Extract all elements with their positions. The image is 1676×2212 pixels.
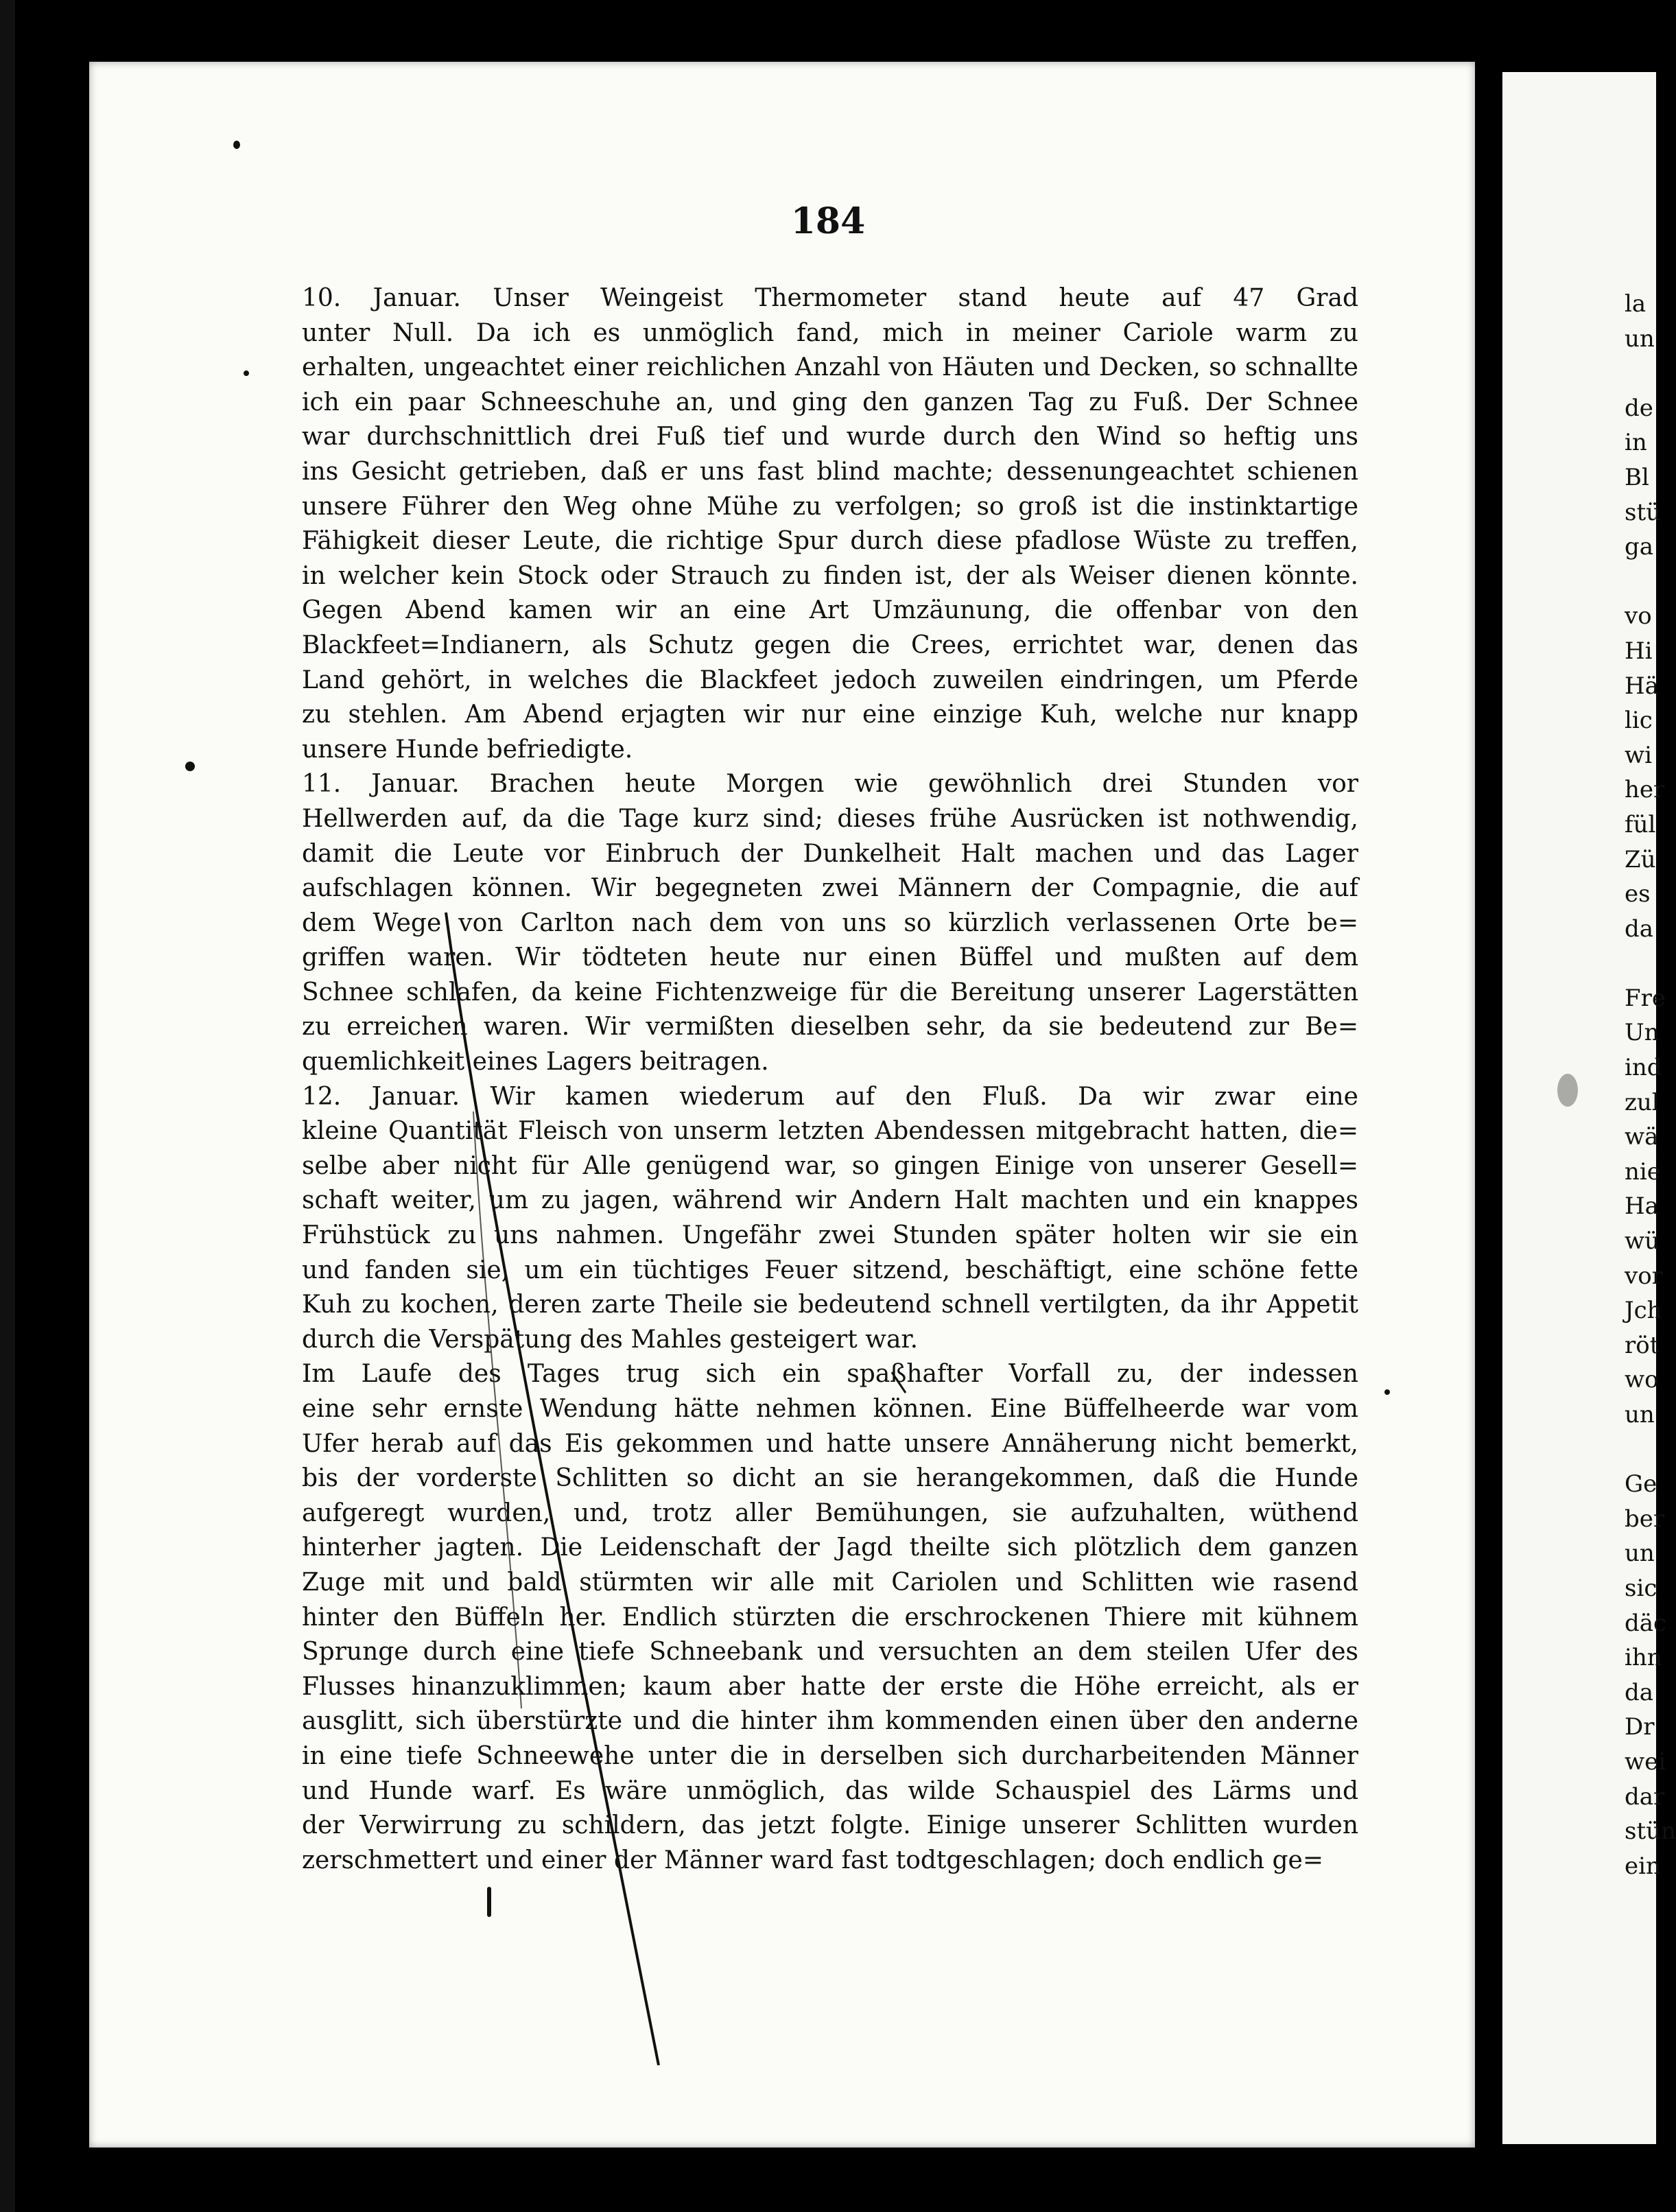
text-line: aufschlagen können. Wir begegneten zwei Männern der Compagnie, die auf <box>302 874 1358 903</box>
fragment-line: Un <box>1625 1019 1660 1047</box>
text-line: Sprunge durch eine tiefe Schneebank und versuchten an dem steilen Ufer des <box>302 1638 1358 1667</box>
ink-speck <box>1384 1389 1390 1395</box>
fragment-line: zul <box>1625 1088 1660 1116</box>
text-line: Kuh zu kochen, deren zarte Theile sie bedeutend schnell vertilgten, da ihr Appetit <box>302 1291 1358 1319</box>
fragment-line: dar <box>1625 1782 1665 1811</box>
fragment-line: Zü <box>1625 845 1656 873</box>
fragment-line: fül <box>1625 810 1656 838</box>
text-line: Zuge mit und bald stürmten wir alle mit Cariolen und Schlitten wie rasend <box>302 1568 1358 1597</box>
ink-speck <box>244 370 249 376</box>
text-line: Im Laufe des Tages trug sich ein spaßhafter Vorfall zu, der indessen <box>302 1360 1358 1389</box>
ink-speck <box>185 762 195 771</box>
fragment-line: es <box>1625 880 1651 908</box>
fragment-line: ihn <box>1625 1644 1662 1672</box>
page-number: 184 <box>790 200 866 242</box>
fragment-line: un <box>1625 1401 1655 1428</box>
fragment-line: wei <box>1625 1748 1666 1776</box>
fragment-line: in <box>1625 429 1647 457</box>
fragment-line: Jch <box>1625 1297 1662 1325</box>
text-line: zu stehlen. Am Abend erjagten wir nur eine einzige Kuh, welche nur knapp <box>302 701 1358 729</box>
text-line: Ufer herab auf das Eis gekommen und hatte unsere Annäherung nicht bemerkt, <box>302 1429 1358 1458</box>
text-line: war durchschnittlich drei Fuß tief und wurde durch den Wind so heftig uns <box>302 423 1358 451</box>
fragment-line: Hä <box>1625 672 1659 700</box>
fragment-line: Hi <box>1625 637 1653 665</box>
text-line: unsere Hunde befriedigte. <box>302 735 633 764</box>
text-line: 11. Januar. Brachen heute Morgen wie gewöhnlich drei Stunden vor <box>302 770 1358 799</box>
text-line: erhalten, ungeachtet einer reichlichen Anzahl von Häuten und Decken, so schnallte <box>302 353 1358 382</box>
fragment-line: nie <box>1625 1157 1661 1186</box>
text-line: eine sehr ernste Wendung hätte nehmen können. Eine Büffelheerde war vom <box>302 1395 1358 1423</box>
fragment-line: sic <box>1625 1574 1657 1602</box>
fragment-line: Ha <box>1625 1192 1659 1221</box>
fragment-line: de <box>1625 394 1653 422</box>
text-line: Land gehört, in welches die Blackfeet jedoch zuweilen eindringen, um Pferde <box>302 666 1358 694</box>
text-line: durch die Verspätung des Mahles gesteigert war. <box>302 1325 919 1354</box>
fragment-line: ein <box>1625 1852 1661 1880</box>
fragment-line: vo <box>1625 602 1652 631</box>
fragment-line: wi <box>1625 741 1652 769</box>
text-line: dem Wege von Carlton nach dem von uns so kürzlich verlassenen Orte be= <box>302 908 1358 937</box>
text-line: bis der vorderste Schlitten so dicht an sie herangekommen, daß die Hunde <box>302 1464 1358 1493</box>
fragment-line: lic <box>1625 707 1653 735</box>
text-line: Blackfeet=Indianern, als Schutz gegen die Crees, errichtet war, denen das <box>302 631 1358 659</box>
text-line: hinterher jagten. Die Leidenschaft der Jagd theilte sich plötzlich dem ganzen <box>302 1533 1358 1562</box>
text-line: ins Gesicht getrieben, daß er uns fast blind machte; dessenungeachtet schienen <box>302 457 1358 486</box>
text-line: und fanden sie, um ein tüchtiges Feuer sitzend, beschäftigt, eine schöne fette <box>302 1256 1358 1284</box>
fragment-line: stü <box>1625 498 1662 526</box>
fragment-line: ind <box>1625 1054 1662 1082</box>
fragment-line: stün <box>1625 1817 1676 1846</box>
ink-speck <box>1557 1074 1578 1107</box>
text-line: der Verwirrung zu schildern, das jetzt folgte. Einige unserer Schlitten wurden <box>302 1811 1358 1840</box>
fragment-line: Bl <box>1625 463 1649 491</box>
text-line: 10. Januar. Unser Weingeist Thermometer stand heute auf 47 Grad <box>302 284 1358 312</box>
fragment-line: da <box>1625 915 1654 943</box>
fragment-line: vor <box>1625 1262 1663 1290</box>
text-line: Gegen Abend kamen wir an eine Art Umzäunung, die offenbar von den <box>302 596 1358 625</box>
text-line: Fähigkeit dieser Leute, die richtige Spur durch diese pfadlose Wüste zu treffen, <box>302 527 1358 556</box>
fragment-line: Dr <box>1625 1713 1655 1741</box>
text-line: Flusses hinanzuklimmen; kaum aber hatte der erste die Höhe erreicht, als er <box>302 1672 1358 1701</box>
text-line: damit die Leute vor Einbruch der Dunkelheit Halt machen und das Lager <box>302 839 1358 868</box>
fragment-line: un <box>1625 1540 1655 1568</box>
text-line: hinter den Büffeln her. Endlich stürzten die erschrockenen Thiere mit kühnem <box>302 1603 1358 1632</box>
text-line: zerschmettert und einer der Männer ward fast todtgeschlagen; doch endlich ge= <box>302 1846 1324 1874</box>
fragment-line: Ge <box>1625 1470 1657 1498</box>
fragment-line: her <box>1625 776 1665 804</box>
text-line: in eine tiefe Schneewehe unter die in derselben sich durcharbeitenden Männer <box>302 1741 1358 1770</box>
text-line: und Hunde warf. Es wäre unmöglich, das wilde Schauspiel des Lärms und <box>302 1776 1358 1805</box>
fragment-line: Fre <box>1625 984 1666 1012</box>
text-line: Hellwerden auf, da die Tage kurz sind; dieses frühe Ausrücken ist nothwendig, <box>302 804 1358 833</box>
fragment-line: däc <box>1625 1609 1667 1637</box>
text-line: unter Null. Da ich es unmöglich fand, mich in meiner Cariole warm zu <box>302 318 1358 347</box>
text-line: Frühstück zu uns nahmen. Ungefähr zwei Stunden später holten wir sie ein <box>302 1221 1358 1250</box>
fragment-line: wü <box>1625 1227 1660 1256</box>
fragment-line: röt <box>1625 1331 1660 1359</box>
text-line: in welcher kein Stock oder Strauch zu finden ist, der als Weiser dienen könnte. <box>302 561 1358 590</box>
text-line: selbe aber nicht für Alle genügend war, so gingen Einige von unserer Gesell= <box>302 1151 1358 1180</box>
text-line: aufgeregt wurden, und, trotz aller Bemühungen, sie aufzuhalten, wüthend <box>302 1498 1358 1527</box>
text-line: schaft weiter, um zu jagen, während wir Andern Halt machten und ein knappes <box>302 1186 1358 1215</box>
fragment-line: un <box>1625 325 1655 353</box>
fragment-line: ga <box>1625 533 1654 561</box>
text-line: griffen waren. Wir tödteten heute nur einen Büffel und mußten auf dem <box>302 943 1358 972</box>
fragment-line: wo <box>1625 1366 1659 1394</box>
text-line: ausglitt, sich überstürzte und die hinter ihm kommenden einen über den anderne <box>302 1707 1358 1736</box>
text-line: 12. Januar. Wir kamen wiederum auf den Fluß. Da wir zwar eine <box>302 1082 1358 1111</box>
fragment-line: la <box>1625 290 1647 318</box>
text-line: kleine Quantität Fleisch von unserm letzten Abendessen mitgebracht hatten, die= <box>302 1117 1358 1146</box>
text-line: zu erreichen waren. Wir vermißten dieselben sehr, da sie bedeutend zur Be= <box>302 1013 1358 1042</box>
fragment-line: wä <box>1625 1123 1659 1151</box>
ink-speck <box>487 1887 491 1917</box>
text-line: ich ein paar Schneeschuhe an, und ging den ganzen Tag zu Fuß. Der Schnee <box>302 388 1358 416</box>
fragment-line: ber <box>1625 1505 1665 1533</box>
ink-speck <box>233 141 240 149</box>
text-line: unsere Führer den Weg ohne Mühe zu verfolgen; so groß ist die instinktartige <box>302 492 1358 521</box>
text-line: Schnee schlafen, da keine Fichtenzweige für die Bereitung unserer Lagerstätten <box>302 978 1358 1007</box>
text-line: quemlichkeit eines Lagers beitragen. <box>302 1048 769 1076</box>
fragment-line: da <box>1625 1678 1654 1706</box>
